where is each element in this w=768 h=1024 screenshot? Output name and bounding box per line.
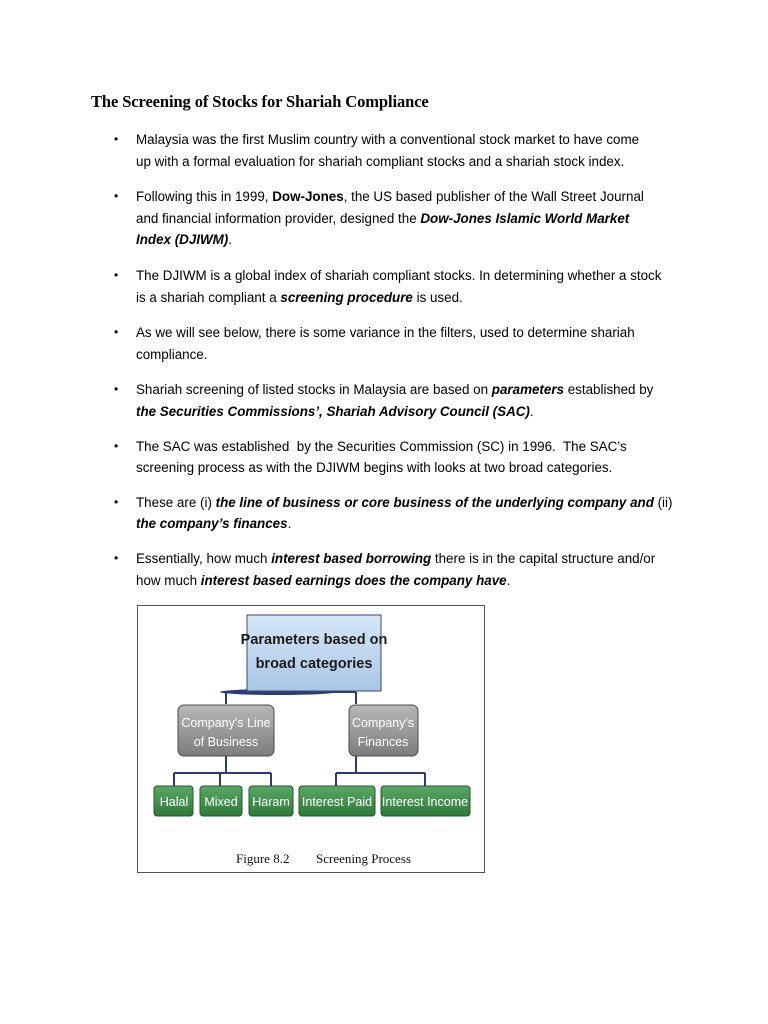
body-text: .: [287, 516, 292, 532]
bullet-line: [136, 322, 684, 344]
screening-process-diagram: [138, 606, 486, 874]
bullet-line: [136, 513, 684, 535]
body-text: The SAC was established by the Securities Commission (SC) in 1996. The SAC’s: [136, 438, 627, 454]
bullet-item: [0, 186, 684, 251]
bullet-item: [0, 379, 684, 422]
bullet-line: [136, 401, 684, 423]
emphasis-text: Index (DJIWM): [136, 232, 229, 248]
bullet-item: [0, 322, 684, 365]
root-label-line2: broad categories: [255, 656, 373, 672]
bullet-line: [136, 287, 684, 309]
emphasis-text: interest based earnings does the company have: [200, 572, 507, 588]
page-title: The Screening of Stocks for Shariah Compliance: [91, 92, 429, 111]
leaf-label-interest-paid: Interest Paid: [301, 795, 373, 809]
emphasis-text: Dow-Jones: [272, 189, 344, 205]
bullet-line: [136, 186, 684, 208]
bullet-line: [136, 229, 684, 251]
bullet-line: [136, 151, 684, 173]
bullet-item: [0, 436, 684, 479]
category-label-line-of-business-1: Company's Line: [181, 716, 271, 730]
bullet-marker: •: [114, 494, 119, 509]
body-text: Shariah screening of listed stocks in Malaysia are based on: [136, 382, 492, 398]
body-text: there is in the capital structure and/or: [431, 550, 656, 566]
body-text: screening process as with the DJIWM begins with looks at two broad categories.: [136, 460, 613, 476]
figure-caption-number: Figure 8.2: [236, 851, 290, 866]
body-text: how much: [136, 572, 201, 588]
body-text: .: [506, 572, 511, 588]
body-text: Essentially, how much: [136, 550, 272, 566]
category-label-line-of-business-2: of Business: [193, 735, 259, 749]
body-text: (ii): [653, 494, 673, 510]
body-text: , the US based publisher of the Wall Street Journal: [343, 189, 644, 205]
bullet-line: [136, 129, 684, 151]
bullet-marker: •: [114, 132, 119, 146]
bullet-line: [136, 436, 684, 458]
emphasis-text: the Securities Commissions’, Shariah Advisory Council (SAC): [136, 403, 530, 419]
bullet-line: [136, 548, 684, 570]
figure-caption-text: Screening Process: [316, 851, 411, 866]
bullet-item: [0, 265, 684, 308]
figure-screening-process: [137, 605, 485, 873]
bullet-line: [136, 457, 684, 479]
body-text: is a shariah compliant a: [136, 289, 281, 305]
bullet-item: [0, 492, 684, 535]
body-text: and financial information provider, designed the: [136, 210, 421, 226]
body-text: is used.: [412, 289, 463, 305]
emphasis-text: screening procedure: [280, 289, 413, 305]
body-text: compliance.: [136, 346, 208, 362]
bullet-marker: •: [114, 550, 119, 565]
category-label-finances-1: Company's: [351, 716, 415, 730]
bullet-item: [0, 129, 684, 172]
emphasis-text: the company’s finances: [136, 516, 288, 532]
bullet-line: [136, 344, 684, 366]
bullet-line: [136, 492, 684, 514]
emphasis-text: interest based borrowing: [271, 550, 432, 566]
emphasis-text: the line of business or core business of the underlying company and: [215, 494, 654, 510]
bullet-line: [136, 265, 684, 287]
leaf-label-halal: Halal: [159, 795, 189, 809]
body-text: Malaysia was the first Muslim country with a conventional stock market to have come: [136, 132, 640, 147]
body-text: Following this in 1999,: [136, 189, 273, 205]
bullet-marker: •: [114, 267, 119, 282]
root-node: [247, 615, 381, 691]
bullet-line: [136, 379, 684, 401]
bullet-marker: •: [114, 382, 119, 397]
body-text: .: [228, 232, 232, 248]
leaf-label-haram: Haram: [252, 795, 290, 809]
body-text: established by: [564, 382, 654, 398]
bullet-list: [0, 129, 768, 591]
body-text: These are (i): [136, 494, 216, 510]
root-label-line1: Parameters based on: [240, 632, 388, 648]
body-text: The DJIWM is a global index of shariah compliant stocks. In determining whether a stock: [136, 267, 662, 283]
bullet-marker: •: [114, 438, 119, 453]
bullet-line: [136, 208, 684, 230]
bullet-marker: •: [114, 189, 119, 204]
emphasis-text: Dow-Jones Islamic World Market: [420, 210, 630, 226]
bullet-line: [136, 570, 684, 592]
bullet-marker: •: [114, 325, 119, 340]
body-text: up with a formal evaluation for shariah compliant stocks and a shariah stock index.: [136, 153, 625, 169]
leaf-label-mixed: Mixed: [204, 795, 238, 809]
bullet-item: [0, 548, 684, 591]
category-label-finances-2: Finances: [357, 735, 409, 749]
leaf-label-interest-income: Interest Income: [381, 795, 469, 809]
emphasis-text: parameters: [491, 382, 565, 398]
body-text: .: [529, 403, 534, 419]
body-text: As we will see below, there is some variance in the filters, used to determine shariah: [136, 325, 635, 341]
